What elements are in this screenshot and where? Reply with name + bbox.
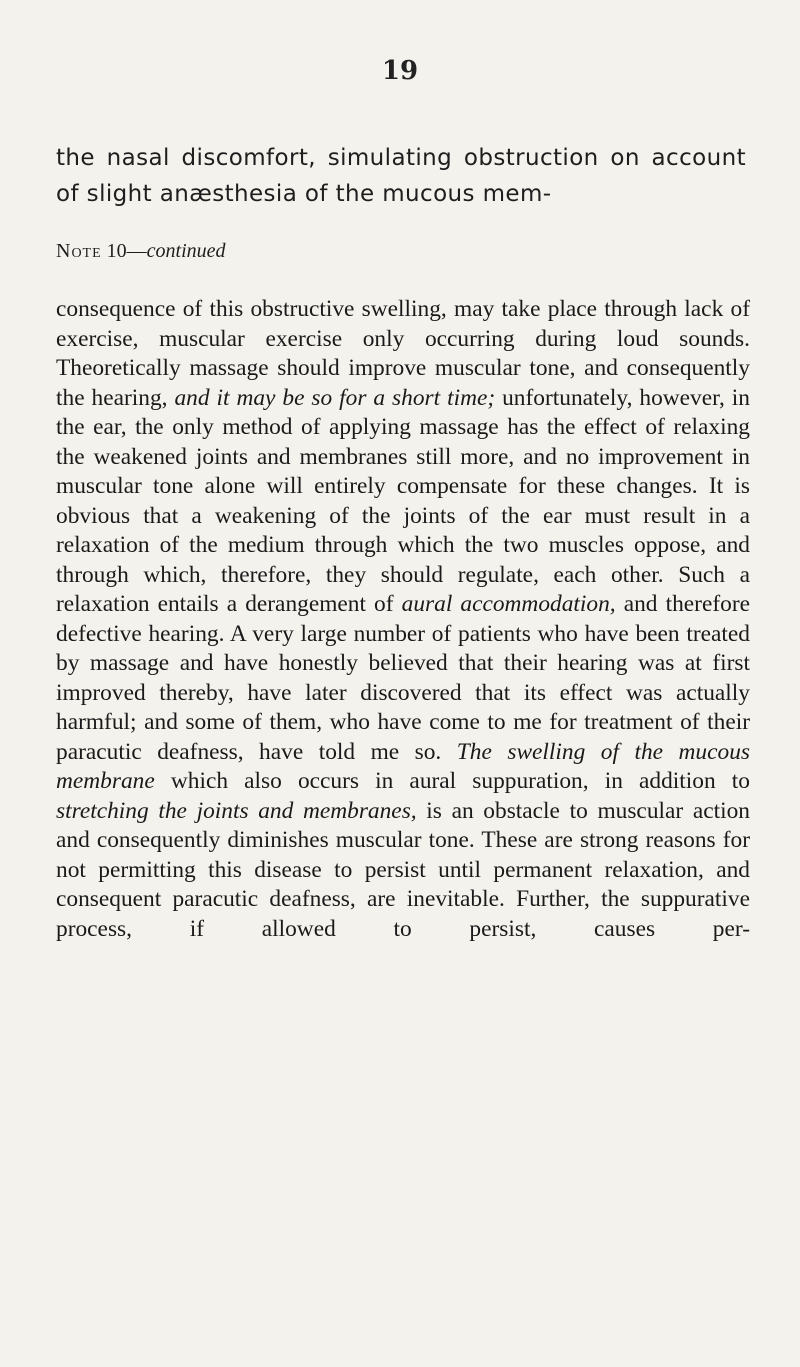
body-text-1: consequence of this obstructive swelling, may take place through lack of exercise, muscular exercise only occurring during loud sounds. Theoretically massage should improve muscular tone, and consequently the hearing, (56, 296, 750, 411)
body-text-2: unfortunately, however, in the ear, the only method of applying massage has the effect of relaxing the weakened joints and membranes still more, and no improvement in muscular tone alone will entirely compensate for these changes. It is obvious that a weakening of the joints of the ear must result in a relaxation of the medium through which the two muscles oppose, and through which, therefore, they should regulate, each other. Such a relaxation entails a derangement of (56, 384, 750, 617)
page-number: 19 (381, 56, 419, 86)
note-label: Note (56, 240, 102, 262)
body-text-5: is an obstacle to muscular action and consequently diminishes muscular tone. These are strong reasons for not permitting this disease to persist until permanent relaxation, and consequent paracutic deafness, are inevitable. Further, the suppurative process, if allowed to persist, causes per- (56, 797, 750, 942)
body-text-4: which also occurs in aural suppuration, in addition to (154, 768, 750, 794)
note-heading (56, 240, 226, 263)
body-italic-2: aural accommodation, (401, 591, 616, 617)
body-italic-3: The swelling of the mucous membrane (56, 738, 750, 794)
note-continued: continued (146, 240, 226, 262)
note-number: 10 (106, 240, 127, 262)
note-body-paragraph (56, 295, 750, 944)
note-dash: — (126, 240, 147, 262)
continued-paragraph: the nasal discomfort, simulating obstruction on account of slight anæsthesia of the mucous mem- (56, 145, 746, 207)
body-text-3: and therefore defective hearing. A very large number of patients who have been treated by massage and have honestly believed that their hearing was at first improved thereby, have later discovered that its effect was actually harmful; and some of them, who have come to me for treatment of their paracutic deafness, have told me so. (56, 591, 750, 765)
body-italic-4: stretching the joints and membranes, (56, 797, 417, 824)
body-italic-1: and it may be so for a short time; (174, 384, 496, 411)
